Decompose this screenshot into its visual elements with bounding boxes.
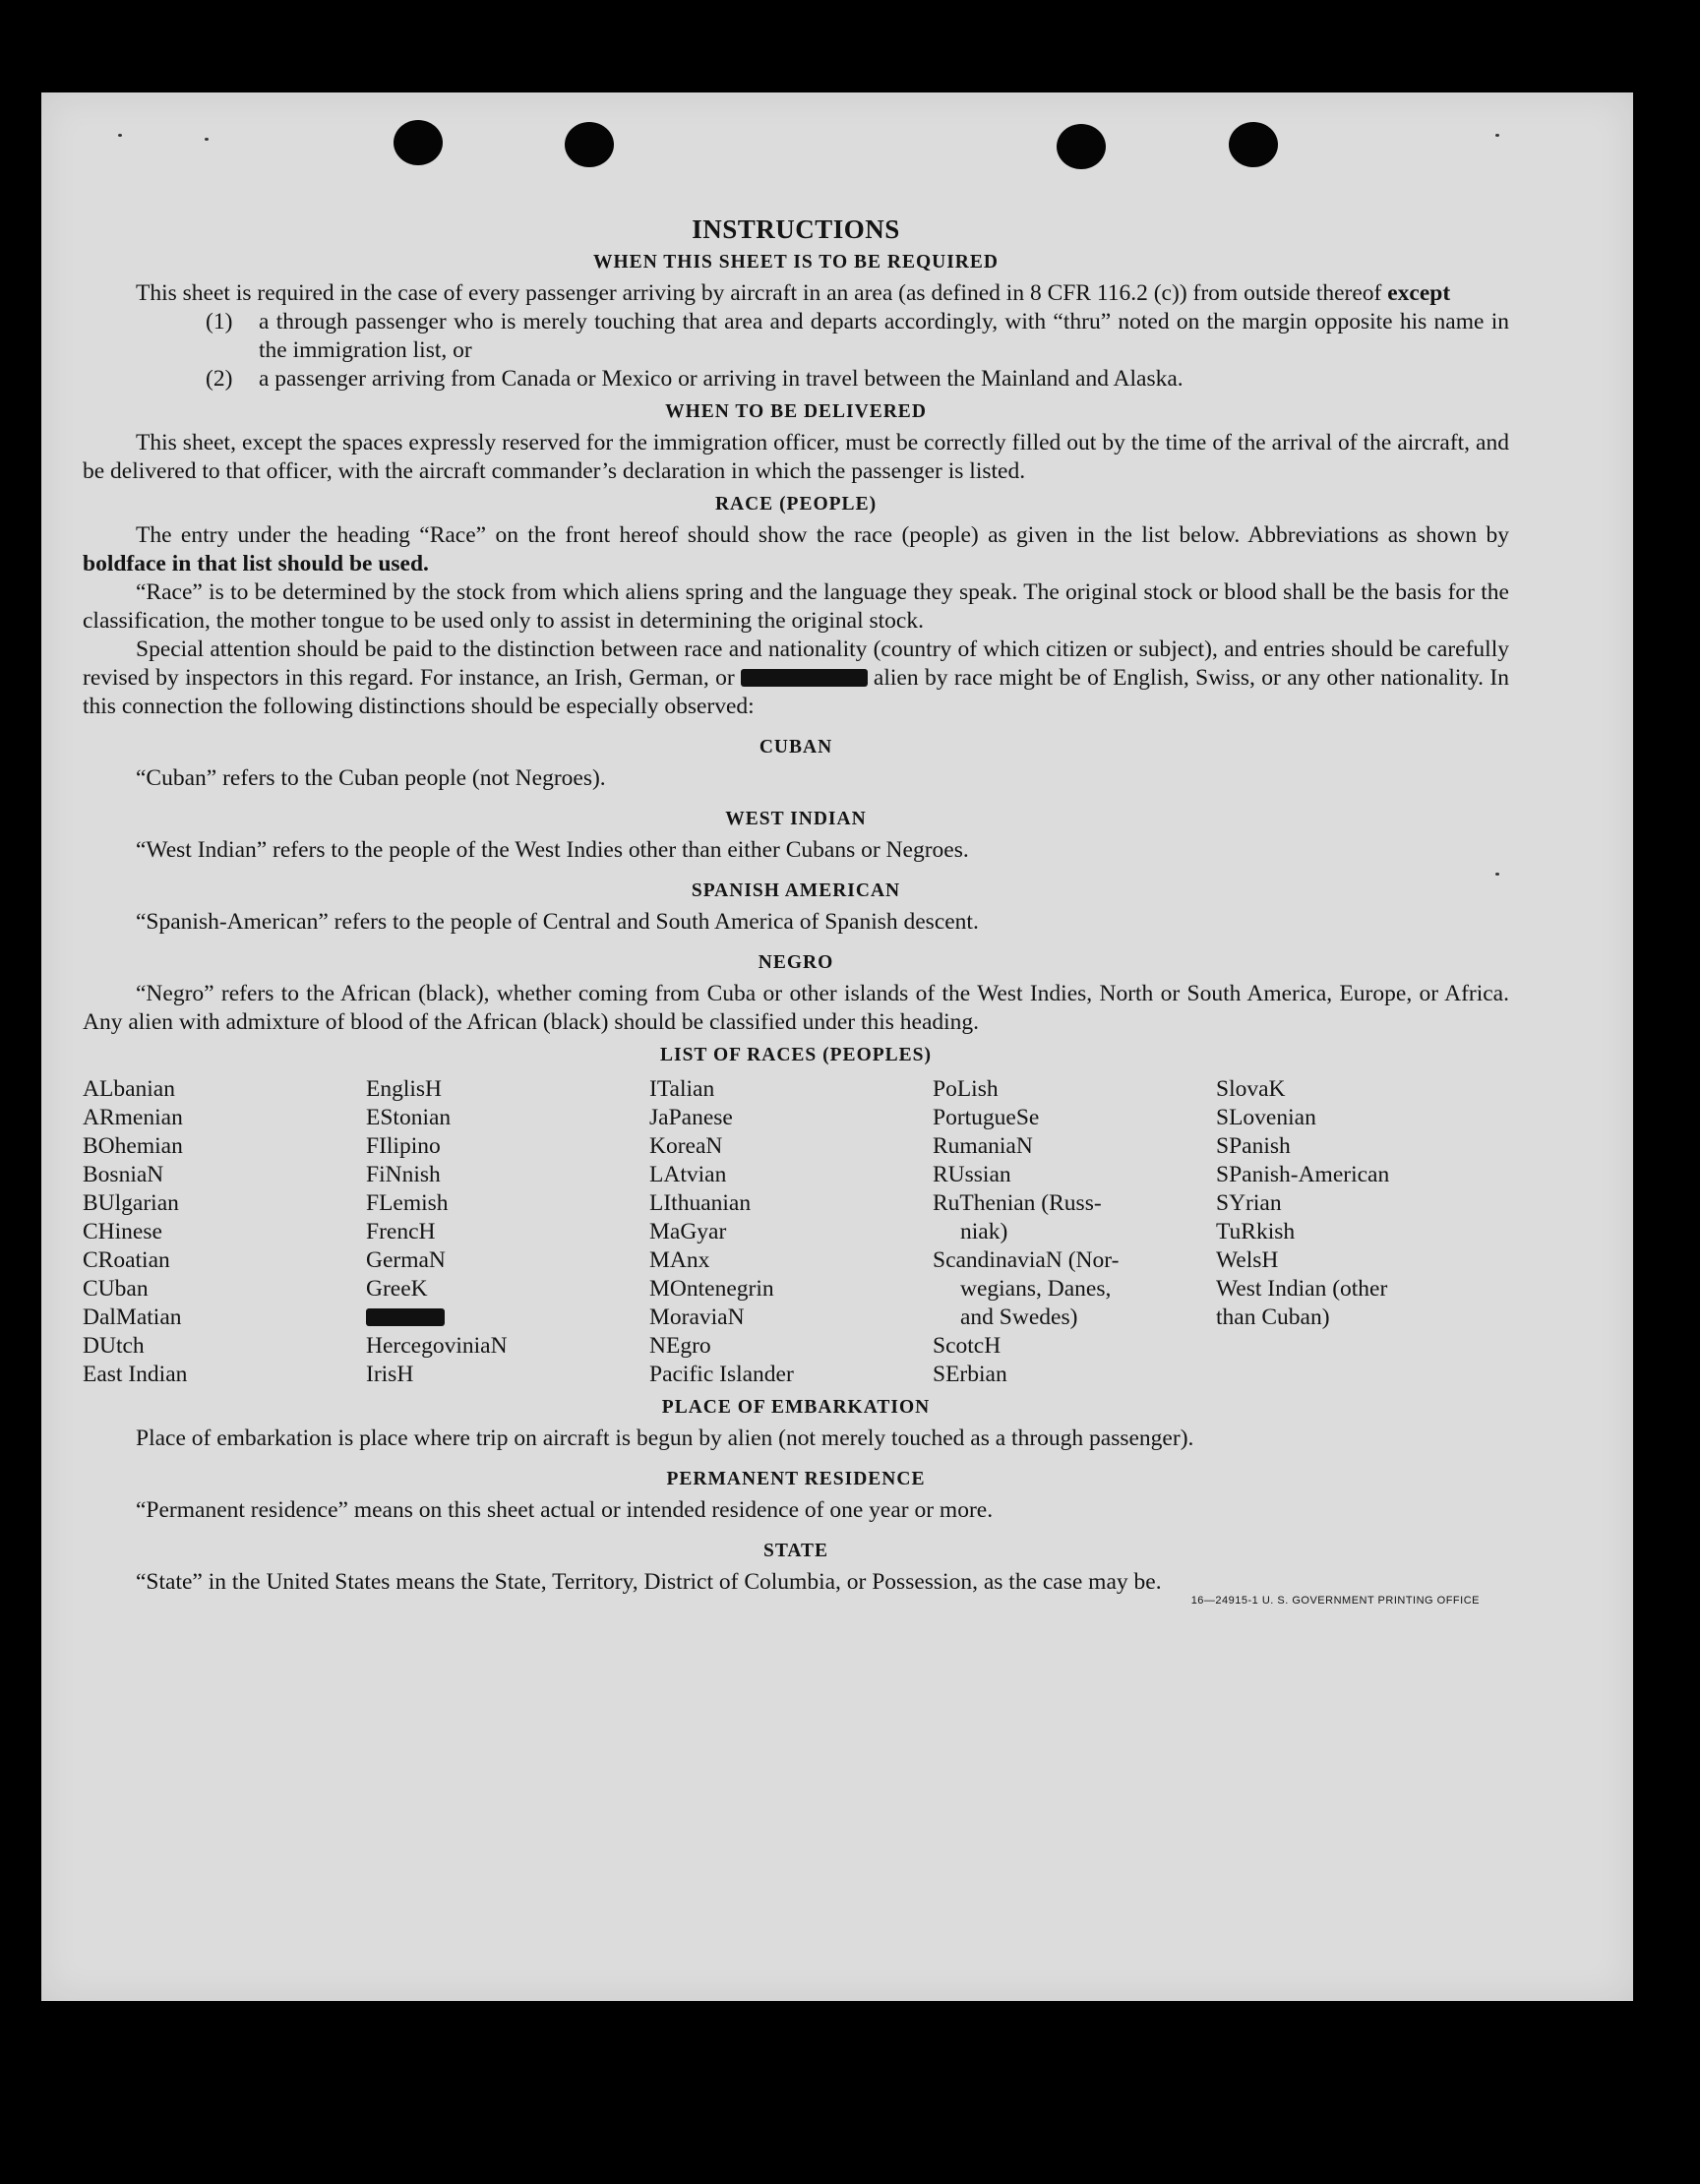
race-entry: BosniaN bbox=[83, 1162, 164, 1187]
section-heading-negro: NEGRO bbox=[758, 952, 834, 973]
redacted-word bbox=[741, 669, 867, 687]
speck bbox=[1495, 134, 1499, 137]
race-entry: MoraviaN bbox=[649, 1304, 745, 1330]
paragraph-race-1: The entry under the heading “Race” on the front hereof should show the race (people) as given in the list below. Abbreviations as shown by boldface in that list should be used. bbox=[83, 522, 1509, 576]
races-column bbox=[366, 1075, 649, 1389]
punch-hole bbox=[1229, 122, 1278, 167]
race-entry: ITalian bbox=[649, 1076, 715, 1102]
race-entry: SlovaK bbox=[1216, 1076, 1286, 1102]
race-entry: ScandinaviaN (Nor- bbox=[933, 1247, 1120, 1273]
punch-hole bbox=[565, 122, 614, 167]
section-heading-residence: PERMANENT RESIDENCE bbox=[666, 1469, 926, 1489]
paragraph-required: This sheet is required in the case of every passenger arriving by aircraft in an area (as defined in 8 CFR 116.2 (c)) from outside thereof except bbox=[136, 280, 1451, 306]
page-title: INSTRUCTIONS bbox=[692, 214, 900, 244]
race-entry: GreeK bbox=[366, 1276, 428, 1302]
document-body bbox=[83, 215, 1509, 1615]
race-entry: RuThenian (Russ- bbox=[933, 1190, 1102, 1216]
race-entry: BUlgarian bbox=[83, 1190, 179, 1216]
paragraph-residence: “Permanent residence” means on this sheet actual or intended residence of one year or more. bbox=[136, 1497, 994, 1523]
race-entry: FIlipino bbox=[366, 1133, 441, 1159]
races-column bbox=[933, 1075, 1216, 1389]
race-entry: RumaniaN bbox=[933, 1133, 1033, 1159]
list-item: (1) a through passenger who is merely touching that area and departs accordingly, with “thru” noted on the margin opposite his name in the immigration list, or bbox=[206, 309, 1509, 363]
punch-hole bbox=[1057, 124, 1106, 169]
paragraph-west-indian: “West Indian” refers to the people of the West Indies other than either Cubans or Negroes. bbox=[136, 837, 969, 863]
section-heading-spanish-american: SPANISH AMERICAN bbox=[691, 880, 901, 901]
race-entry: SPanish bbox=[1216, 1133, 1291, 1159]
section-heading-state: STATE bbox=[762, 1541, 829, 1561]
section-heading-race: RACE (PEOPLE) bbox=[714, 494, 878, 515]
paragraph-race-2: “Race” is to be determined by the stock from which aliens spring and the language they speak. The original stock or blood shall be the basis for the classification, the mother tongue to be used only to assist in determining the original stock. bbox=[83, 579, 1509, 634]
section-heading-cuban: CUBAN bbox=[759, 737, 833, 758]
race-entry: MOntenegrin bbox=[649, 1276, 774, 1302]
race-entry: and Swedes) bbox=[960, 1304, 1078, 1330]
races-column bbox=[1216, 1075, 1499, 1389]
race-entry: PortugueSe bbox=[933, 1105, 1040, 1130]
race-entry: SErbian bbox=[933, 1362, 1007, 1387]
race-entry: FrencH bbox=[366, 1219, 436, 1244]
race-entry: PoLish bbox=[933, 1076, 999, 1102]
paragraph-cuban: “Cuban” refers to the Cuban people (not Negroes). bbox=[136, 765, 606, 791]
race-entry: RUssian bbox=[933, 1162, 1011, 1187]
race-entry: IrisH bbox=[366, 1362, 414, 1387]
punch-hole bbox=[394, 120, 443, 165]
race-entry: SYrian bbox=[1216, 1190, 1282, 1216]
race-entry: TuRkish bbox=[1216, 1219, 1296, 1244]
race-entry: ARmenian bbox=[83, 1105, 183, 1130]
section-heading-west-indian: WEST INDIAN bbox=[725, 809, 867, 829]
speck bbox=[205, 138, 209, 141]
race-entry: WelsH bbox=[1216, 1247, 1279, 1273]
race-entry: LAtvian bbox=[649, 1162, 727, 1187]
speck bbox=[118, 134, 122, 137]
races-list-heading: LIST OF RACES (PEOPLES) bbox=[659, 1045, 932, 1065]
paragraph-race-3: Special attention should be paid to the distinction between race and nationality (country of which citizen or subject), and entries should be carefully revised by inspectors in this regard. For instance, an Irish, German, or alien by race might be of English, Swiss, or any other nationality. In this connection the following distinctions should be especially observed: bbox=[83, 637, 1510, 719]
race-entry: CHinese bbox=[83, 1219, 162, 1244]
race-entry: West Indian (other bbox=[1216, 1276, 1388, 1302]
race-entry: MaGyar bbox=[649, 1219, 727, 1244]
paragraph-spanish-american: “Spanish-American” refers to the people of Central and South America of Spanish descent. bbox=[136, 909, 979, 935]
race-entry: DUtch bbox=[83, 1333, 145, 1359]
section-heading-required: WHEN THIS SHEET IS TO BE REQUIRED bbox=[593, 252, 999, 273]
races-column bbox=[649, 1075, 933, 1389]
race-entry: BOhemian bbox=[83, 1133, 183, 1159]
race-entry: wegians, Danes, bbox=[960, 1276, 1112, 1302]
race-entry: NEgro bbox=[649, 1333, 711, 1359]
races-column bbox=[83, 1075, 366, 1389]
race-entry: CRoatian bbox=[83, 1247, 170, 1273]
instruction-sheet bbox=[41, 92, 1633, 2001]
race-entry: Pacific Islander bbox=[649, 1362, 794, 1387]
race-entry: EnglisH bbox=[366, 1076, 443, 1102]
race-entry: LIthuanian bbox=[649, 1190, 752, 1216]
list-item: (2) a passenger arriving from Canada or Mexico or arriving in travel between the Mainland and Alaska. bbox=[206, 366, 1184, 392]
race-entry: than Cuban) bbox=[1216, 1304, 1330, 1330]
races-list bbox=[83, 1075, 1509, 1389]
race-entry: FiNnish bbox=[366, 1162, 441, 1187]
section-heading-delivered: WHEN TO BE DELIVERED bbox=[665, 401, 927, 422]
race-entry: JaPanese bbox=[649, 1105, 733, 1130]
race-entry: SPanish-American bbox=[1216, 1162, 1390, 1187]
race-entry: KoreaN bbox=[649, 1133, 723, 1159]
race-entry: East Indian bbox=[83, 1362, 188, 1387]
race-entry: FLemish bbox=[366, 1190, 449, 1216]
paragraph-state: “State” in the United States means the State, Territory, District of Columbia, or Possession, as the case may be. bbox=[136, 1569, 1162, 1595]
race-entry: DalMatian bbox=[83, 1304, 182, 1330]
printing-office-mark: 16—24915-1 U. S. GOVERNMENT PRINTING OFFICE bbox=[1190, 1595, 1480, 1607]
section-heading-embarkation: PLACE OF EMBARKATION bbox=[661, 1397, 931, 1418]
paragraph-delivered: This sheet, except the spaces expressly reserved for the immigration officer, must be correctly filled out by the time of the arrival of the aircraft, and be delivered to that officer, with the aircraft commander’s declaration in which the passenger is listed. bbox=[83, 430, 1509, 484]
race-entry: niak) bbox=[960, 1219, 1008, 1244]
race-entry: EStonian bbox=[366, 1105, 452, 1130]
paragraph-embarkation: Place of embarkation is place where trip on aircraft is begun by alien (not merely touched as a through passenger). bbox=[136, 1426, 1194, 1451]
paragraph-negro: “Negro” refers to the African (black), whether coming from Cuba or other islands of the West Indies, North or South America, Europe, or Africa. Any alien with admixture of blood of the African (black) should be classified under this heading. bbox=[83, 981, 1509, 1035]
race-entry: ALbanian bbox=[83, 1076, 175, 1102]
race-entry: CUban bbox=[83, 1276, 149, 1302]
race-entry: HercegoviniaN bbox=[366, 1333, 508, 1359]
race-entry: MAnx bbox=[649, 1247, 710, 1273]
race-entry: SLovenian bbox=[1216, 1105, 1316, 1130]
race-entry: GermaN bbox=[366, 1247, 446, 1273]
race-entry bbox=[366, 1304, 649, 1332]
race-entry: ScotcH bbox=[933, 1333, 1002, 1359]
